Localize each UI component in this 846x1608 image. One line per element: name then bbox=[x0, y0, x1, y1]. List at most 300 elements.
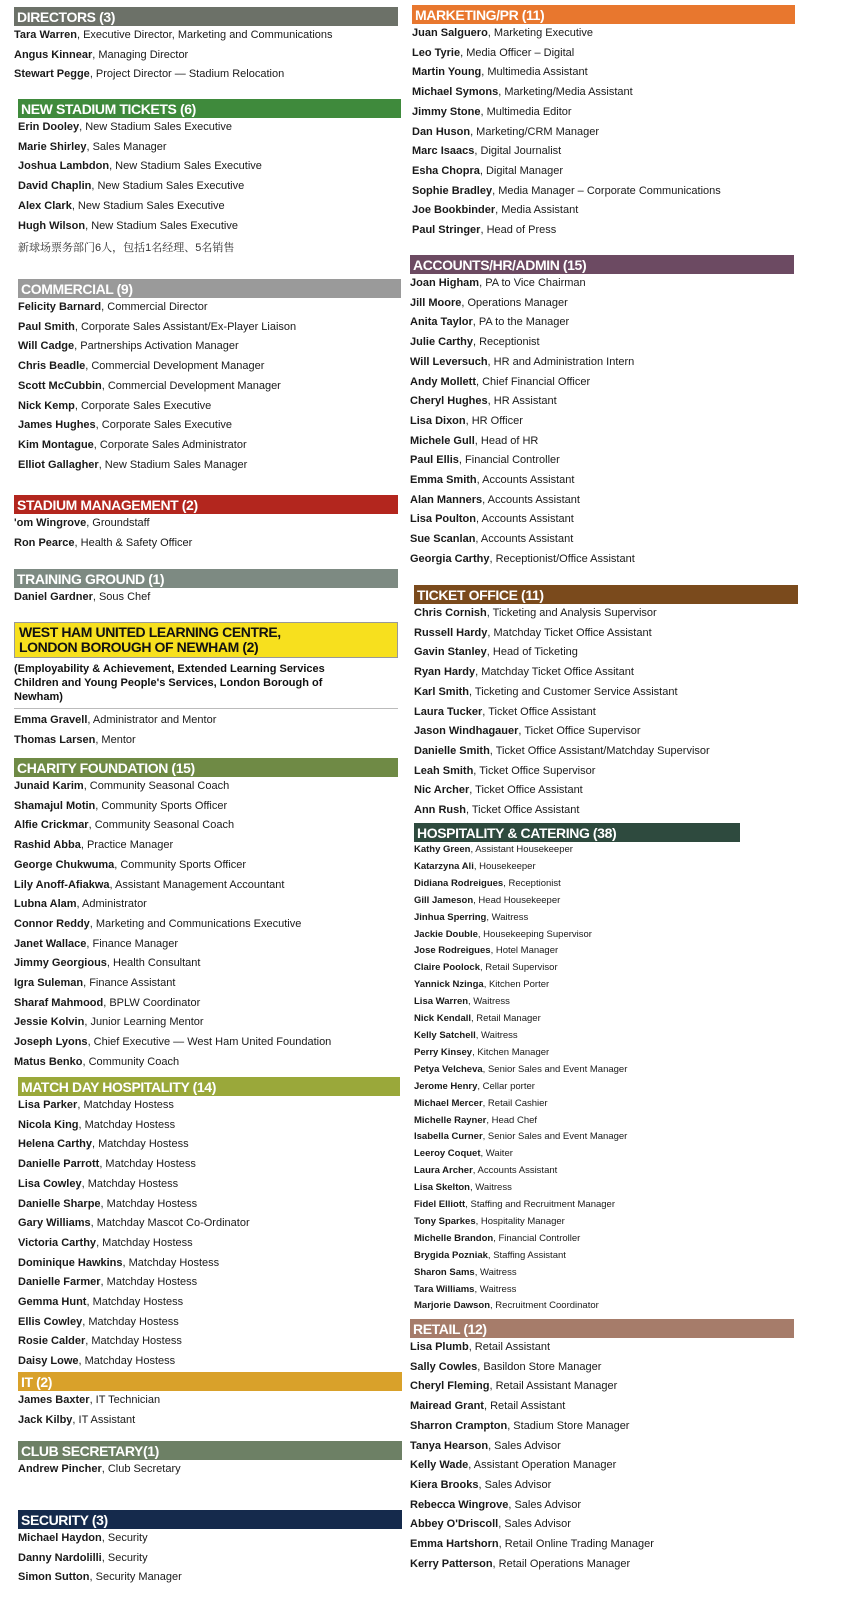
staff-row bbox=[414, 1079, 740, 1096]
staff-role: , Chief Executive — West Ham United Foundation bbox=[87, 1036, 332, 1049]
staff-row bbox=[410, 373, 794, 393]
staff-row bbox=[18, 1096, 400, 1116]
staff-role: , Head Chef bbox=[486, 1114, 538, 1126]
staff-row bbox=[410, 353, 794, 373]
staff-row bbox=[18, 157, 401, 177]
staff-row bbox=[410, 1535, 794, 1555]
staff-role: , Sales Manager bbox=[86, 140, 167, 153]
staff-role: , Hotel Manager bbox=[490, 945, 559, 957]
staff-role: , Matchday Mascot Co-Ordinator bbox=[90, 1217, 250, 1230]
staff-name: Rosie Calder bbox=[18, 1335, 86, 1348]
staff-role: , Digital Journalist bbox=[474, 145, 562, 158]
staff-row bbox=[410, 432, 794, 452]
staff-role: , Media Officer – Digital bbox=[460, 46, 575, 59]
staff-name: Sharaf Mahmood bbox=[14, 996, 104, 1009]
staff-name: Leah Smith bbox=[414, 764, 474, 777]
staff-row bbox=[414, 722, 798, 742]
staff-row bbox=[14, 777, 398, 797]
staff-name: Joe Bookbinder bbox=[412, 204, 496, 217]
staff-name: Gill Jameson bbox=[414, 894, 474, 906]
staff-name: Victoria Carthy bbox=[18, 1236, 97, 1249]
staff-role: , Security bbox=[101, 1532, 148, 1544]
staff-role: , Corporate Sales Administrator bbox=[93, 438, 247, 451]
staff-name: Jerome Henry bbox=[414, 1080, 478, 1092]
staff-name: Dan Huson bbox=[412, 125, 471, 138]
staff-name: Jack Kilby bbox=[18, 1413, 73, 1426]
staff-name: Sue Scanlan bbox=[410, 533, 476, 546]
staff-name: Janet Wallace bbox=[14, 937, 87, 950]
staff-role: , Head of Ticketing bbox=[486, 646, 578, 659]
staff-role: , Financial Controller bbox=[458, 454, 560, 467]
staff-row bbox=[14, 915, 398, 935]
staff-role: , Media Manager – Corporate Communications bbox=[492, 184, 721, 197]
section-header-ticket_office: TICKET OFFICE (11) bbox=[414, 585, 798, 604]
staff-name: Ann Rush bbox=[414, 804, 466, 817]
staff-name: Sharon Sams bbox=[414, 1266, 475, 1278]
staff-name: Joan Higham bbox=[410, 277, 480, 289]
staff-name: Laura Tucker bbox=[414, 705, 483, 718]
staff-role: , Accounts Assistant bbox=[475, 533, 574, 546]
staff-row bbox=[18, 337, 401, 357]
staff-name: Kim Montague bbox=[18, 438, 94, 451]
staff-name: Helena Carthy bbox=[18, 1138, 92, 1151]
staff-row bbox=[18, 456, 401, 476]
staff-row bbox=[414, 927, 740, 944]
staff-name: Cheryl Hughes bbox=[410, 395, 488, 408]
staff-row bbox=[412, 142, 795, 162]
staff-role: , Matchday Hostess bbox=[122, 1256, 220, 1269]
staff-row bbox=[414, 1146, 740, 1163]
staff-row bbox=[414, 876, 740, 893]
staff-row bbox=[414, 1096, 740, 1113]
staff-name: Leeroy Coquet bbox=[414, 1148, 481, 1160]
staff-role: , Administrator and Mentor bbox=[87, 714, 217, 726]
staff-name: Julie Carthy bbox=[410, 336, 473, 349]
staff-role: , HR and Administration Intern bbox=[487, 355, 635, 368]
staff-role: , Commercial Director bbox=[101, 301, 208, 313]
learning-centre-header bbox=[14, 622, 398, 658]
staff-row bbox=[18, 1391, 402, 1411]
staff-row bbox=[18, 197, 401, 217]
staff-row bbox=[14, 954, 398, 974]
staff-name: Karl Smith bbox=[414, 685, 470, 698]
staff-role: , Marketing/Media Assistant bbox=[498, 86, 633, 99]
staff-role: , Marketing Executive bbox=[487, 27, 593, 39]
staff-role: , Commercial Development Manager bbox=[101, 379, 281, 392]
staff-role: , Managing Director bbox=[92, 48, 189, 61]
staff-role: , Finance Assistant bbox=[83, 977, 176, 990]
staff-row bbox=[14, 895, 398, 915]
staff-name: Anita Taylor bbox=[410, 316, 473, 329]
staff-role: , Waitress bbox=[469, 1182, 512, 1194]
staff-name: George Chukwuma bbox=[14, 858, 115, 871]
staff-row bbox=[410, 1555, 794, 1575]
staff-row bbox=[14, 816, 398, 836]
staff-name: Nick Kendall bbox=[414, 1013, 472, 1025]
staff-name: Lisa Poulton bbox=[410, 513, 476, 526]
staff-row bbox=[412, 83, 795, 103]
learning-sub-line2: Children and Young People's Services, London Borough of bbox=[14, 677, 323, 689]
staff-row bbox=[410, 392, 794, 412]
staff-role: , Sous Chef bbox=[92, 591, 151, 603]
staff-name: Marc Isaacs bbox=[412, 145, 475, 158]
staff-role: , Housekeeper bbox=[473, 860, 536, 872]
staff-role: , New Stadium Sales Executive bbox=[109, 160, 262, 173]
staff-role: , Ticket Office Assistant bbox=[465, 804, 580, 817]
staff-row bbox=[18, 357, 401, 377]
staff-role: , Hospitality Manager bbox=[475, 1215, 565, 1227]
staff-role: , Health Consultant bbox=[106, 957, 201, 970]
learning-sub-line1: (Employability & Achievement, Extended Learning Services bbox=[14, 663, 325, 675]
staff-name: Jose Rodreigues bbox=[414, 945, 491, 957]
staff-role: , IT Assistant bbox=[72, 1413, 136, 1426]
staff-name: Lisa Warren bbox=[414, 996, 469, 1008]
staff-row bbox=[18, 1293, 400, 1313]
staff-name: Esha Chopra bbox=[412, 164, 480, 177]
staff-name: Tara Williams bbox=[414, 1283, 475, 1295]
staff-row bbox=[414, 1011, 740, 1028]
staff-row bbox=[18, 138, 401, 158]
section-header-stadium_mgmt: STADIUM MANAGEMENT (2) bbox=[14, 495, 398, 514]
staff-role: , Executive Director, Marketing and Communications bbox=[76, 29, 333, 41]
staff-name: Katarzyna Ali bbox=[414, 860, 474, 872]
section-retail bbox=[410, 1319, 794, 1574]
staff-row bbox=[412, 162, 795, 182]
staff-name: Brygida Pozniak bbox=[414, 1249, 488, 1261]
staff-name: Michael Symons bbox=[412, 86, 499, 99]
section-header-commercial: COMMERCIAL (9) bbox=[18, 279, 401, 298]
staff-row bbox=[18, 1313, 400, 1333]
staff-role: , Community Sports Officer bbox=[114, 858, 247, 871]
staff-row bbox=[14, 974, 398, 994]
staff-name: Danielle Farmer bbox=[18, 1276, 101, 1289]
staff-row bbox=[414, 943, 740, 960]
staff-name: Michael Haydon bbox=[18, 1532, 102, 1544]
staff-name: Connor Reddy bbox=[14, 917, 90, 930]
staff-name: Emma Smith bbox=[410, 474, 477, 487]
staff-name: Gary Williams bbox=[18, 1217, 91, 1230]
staff-name: Juan Salguero bbox=[412, 27, 488, 39]
staff-role: , Accounts Assistant bbox=[472, 1165, 558, 1177]
staff-name: Nick Kemp bbox=[18, 399, 75, 412]
staff-row bbox=[414, 663, 798, 683]
staff-role: , Corporate Sales Executive bbox=[95, 419, 233, 432]
staff-role: , Matchday Ticket Office Assistant bbox=[487, 626, 652, 639]
staff-name: Mairead Grant bbox=[410, 1400, 484, 1413]
section-security bbox=[18, 1510, 402, 1588]
staff-row bbox=[14, 1033, 398, 1053]
staff-role: , Ticketing and Analysis Supervisor bbox=[486, 607, 657, 619]
staff-role: , Waitress bbox=[474, 1283, 517, 1295]
staff-row bbox=[412, 221, 795, 241]
staff-role: , Housekeeping Supervisor bbox=[477, 928, 592, 940]
staff-name: James Hughes bbox=[18, 419, 96, 432]
staff-row bbox=[18, 298, 401, 318]
staff-role: , Matchday Hostess bbox=[100, 1276, 198, 1289]
staff-role: , Multimedia Assistant bbox=[481, 66, 588, 79]
staff-role: , Waitress bbox=[475, 1029, 518, 1041]
staff-row bbox=[412, 103, 795, 123]
staff-role: , Waitress bbox=[468, 996, 510, 1008]
staff-row bbox=[410, 1377, 794, 1397]
staff-role: , Kitchen Porter bbox=[483, 979, 550, 991]
staff-name: Tony Sparkes bbox=[414, 1215, 476, 1227]
staff-role: , Financial Controller bbox=[493, 1232, 581, 1244]
staff-name: Danielle Sharpe bbox=[18, 1197, 101, 1210]
staff-role: , Assistant Housekeeper bbox=[470, 844, 573, 855]
staff-name: James Baxter bbox=[18, 1394, 90, 1406]
staff-name: Isabella Curner bbox=[414, 1131, 483, 1143]
staff-name: Abbey O'Driscoll bbox=[410, 1518, 499, 1531]
staff-role: , New Stadium Sales Executive bbox=[91, 180, 245, 193]
staff-name: Dominique Hawkins bbox=[18, 1256, 123, 1269]
staff-role: , Commercial Development Manager bbox=[85, 360, 265, 373]
staff-role: , Retail Supervisor bbox=[480, 962, 558, 974]
staff-role: , Head of Press bbox=[480, 224, 557, 237]
section-directors bbox=[14, 7, 398, 85]
staff-row bbox=[412, 63, 795, 83]
staff-name: Erin Dooley bbox=[18, 121, 80, 133]
divider bbox=[14, 708, 398, 709]
staff-row bbox=[414, 1062, 740, 1079]
staff-row bbox=[18, 177, 401, 197]
staff-row bbox=[414, 1163, 740, 1180]
learning-centre-section bbox=[14, 622, 398, 750]
staff-row bbox=[414, 801, 798, 821]
section-ticket_office bbox=[414, 585, 798, 821]
staff-role: , Head Housekeeper bbox=[473, 894, 561, 906]
staff-name: Igra Suleman bbox=[14, 977, 84, 990]
staff-row bbox=[14, 935, 398, 955]
staff-row bbox=[412, 24, 795, 44]
staff-row bbox=[410, 1338, 794, 1358]
staff-row bbox=[414, 893, 740, 910]
section-header-it: IT (2) bbox=[18, 1372, 402, 1391]
staff-name: Paul Ellis bbox=[410, 454, 459, 467]
staff-row bbox=[414, 842, 740, 859]
staff-role: , Media Assistant bbox=[495, 204, 579, 217]
staff-row bbox=[18, 377, 401, 397]
staff-name: Andrew Pincher bbox=[18, 1463, 102, 1475]
staff-row bbox=[14, 836, 398, 856]
staff-role: , Senior Sales and Event Manager bbox=[482, 1063, 628, 1075]
staff-role: , Receptionist/Office Assistant bbox=[489, 552, 635, 565]
staff-role: , Matchday Hostess bbox=[86, 1296, 184, 1309]
staff-row bbox=[412, 123, 795, 143]
staff-row bbox=[14, 26, 398, 46]
staff-row bbox=[18, 416, 401, 436]
staff-row bbox=[414, 1113, 740, 1130]
staff-name: Gavin Stanley bbox=[414, 646, 487, 659]
staff-row bbox=[410, 1476, 794, 1496]
staff-role: , Waitress bbox=[486, 911, 529, 923]
staff-row bbox=[14, 797, 398, 817]
staff-role: , Sales Advisor bbox=[488, 1439, 561, 1452]
staff-name: Chris Beadle bbox=[18, 360, 86, 373]
staff-name: Daisy Lowe bbox=[18, 1355, 79, 1368]
staff-row bbox=[18, 318, 401, 338]
staff-name: Simon Sutton bbox=[18, 1571, 90, 1584]
staff-name: Matus Benko bbox=[14, 1055, 83, 1068]
staff-row bbox=[18, 397, 401, 417]
staff-role: , Ticket Office Assistant/Matchday Supervisor bbox=[489, 744, 710, 757]
staff-name: Emma Hartshorn bbox=[410, 1538, 499, 1551]
staff-name: Danny Nardolilli bbox=[18, 1551, 102, 1564]
staff-row bbox=[14, 1053, 398, 1073]
staff-name: Michelle Rayner bbox=[414, 1114, 487, 1126]
staff-row bbox=[414, 977, 740, 994]
staff-name: Yannick Nzinga bbox=[414, 979, 484, 991]
staff-role: , Corporate Sales Assistant/Ex-Player Liaison bbox=[74, 320, 297, 333]
section-header-retail: RETAIL (12) bbox=[410, 1319, 794, 1338]
learning-centre-subtitle bbox=[14, 662, 398, 704]
staff-row bbox=[410, 491, 794, 511]
staff-row bbox=[18, 1214, 400, 1234]
staff-row bbox=[410, 1417, 794, 1437]
staff-role: , New Stadium Sales Manager bbox=[98, 458, 248, 471]
staff-role: , Sales Advisor bbox=[508, 1498, 582, 1511]
staff-row bbox=[410, 530, 794, 550]
staff-row bbox=[414, 1282, 740, 1299]
staff-name: Michelle Brandon bbox=[414, 1232, 494, 1244]
staff-name: Stewart Pegge bbox=[14, 68, 90, 81]
staff-name: Alex Clark bbox=[18, 199, 72, 212]
staff-role: , Marketing and Communications Executive bbox=[89, 917, 302, 930]
staff-role: , Waitress bbox=[474, 1266, 517, 1278]
staff-role: , Accounts Assistant bbox=[476, 474, 575, 487]
staff-row bbox=[412, 182, 795, 202]
staff-name: Joshua Lambdon bbox=[18, 160, 110, 173]
learning-centre-title-line2: LONDON BOROUGH OF NEWHAM (2) bbox=[19, 639, 259, 655]
section-header-security: SECURITY (3) bbox=[18, 1510, 402, 1529]
staff-name: Joseph Lyons bbox=[14, 1036, 88, 1049]
staff-row bbox=[14, 711, 398, 731]
section-hospitality bbox=[414, 823, 740, 1315]
staff-row bbox=[14, 534, 398, 554]
staff-name: Ryan Hardy bbox=[414, 666, 476, 679]
staff-row bbox=[18, 436, 401, 456]
staff-row bbox=[410, 1358, 794, 1378]
staff-role: , Ticket Office Assistant bbox=[469, 784, 583, 797]
staff-role: , Matchday Hostess bbox=[78, 1355, 176, 1368]
section-note: 新球场票务部门6人，包括1名经理、5名销售 bbox=[18, 242, 235, 255]
staff-role: , Retail Operations Manager bbox=[492, 1557, 631, 1570]
staff-row bbox=[414, 643, 798, 663]
staff-role: , Matchday Hostess bbox=[100, 1197, 198, 1210]
staff-name: Jimmy Stone bbox=[412, 105, 481, 118]
staff-row bbox=[414, 1214, 740, 1231]
staff-row bbox=[414, 703, 798, 723]
staff-row bbox=[410, 451, 794, 471]
staff-row bbox=[414, 960, 740, 977]
staff-name: Lisa Parker bbox=[18, 1099, 78, 1111]
staff-role: , Assistant Management Accountant bbox=[109, 878, 285, 891]
staff-role: , Matchday Hostess bbox=[78, 1118, 176, 1131]
staff-role: , Receptionist bbox=[503, 877, 561, 889]
staff-row bbox=[14, 731, 398, 751]
staff-name: Kelly Satchell bbox=[414, 1029, 476, 1041]
staff-role: , Chief Financial Officer bbox=[476, 375, 591, 388]
staff-role: , Receptionist bbox=[472, 336, 540, 349]
staff-name: Lisa Cowley bbox=[18, 1177, 82, 1190]
staff-role: , Ticket Office Assistant bbox=[482, 705, 596, 718]
section-charity bbox=[14, 758, 398, 1073]
staff-role: , Sales Advisor bbox=[478, 1478, 552, 1491]
section-header-club_sec: CLUB SECRETARY(1) bbox=[18, 1441, 402, 1460]
staff-role: , Matchday Hostess bbox=[82, 1315, 179, 1328]
staff-row bbox=[414, 1129, 740, 1146]
staff-role: , Practice Manager bbox=[80, 839, 174, 852]
staff-row bbox=[18, 1135, 400, 1155]
staff-role: , Mentor bbox=[95, 733, 136, 746]
staff-name: Junaid Karim bbox=[14, 780, 84, 792]
staff-role: , IT Technician bbox=[89, 1394, 161, 1406]
staff-role: , Digital Manager bbox=[479, 164, 564, 177]
staff-name: Sophie Bradley bbox=[412, 184, 493, 197]
staff-name: Danielle Parrott bbox=[18, 1158, 100, 1171]
staff-row bbox=[18, 1460, 402, 1480]
staff-row bbox=[410, 1397, 794, 1417]
staff-row bbox=[18, 1195, 400, 1215]
staff-name: Paul Stringer bbox=[412, 224, 481, 237]
staff-row bbox=[18, 1175, 400, 1195]
staff-row bbox=[414, 994, 740, 1011]
staff-row bbox=[18, 1411, 402, 1431]
staff-role: , Security Manager bbox=[89, 1571, 182, 1584]
staff-row bbox=[410, 1515, 794, 1535]
section-commercial bbox=[18, 279, 401, 475]
staff-row bbox=[18, 1116, 400, 1136]
staff-name: Danielle Smith bbox=[414, 744, 490, 757]
staff-name: Russell Hardy bbox=[414, 626, 488, 639]
staff-row bbox=[414, 1028, 740, 1045]
learning-centre-title-line1: WEST HAM UNITED LEARNING CENTRE, bbox=[19, 624, 281, 640]
staff-row bbox=[14, 588, 398, 608]
staff-name: Kiera Brooks bbox=[410, 1478, 479, 1491]
staff-role: , Partnerships Activation Manager bbox=[74, 340, 239, 353]
staff-row bbox=[14, 46, 398, 66]
staff-name: Jill Moore bbox=[410, 296, 462, 309]
section-accounts bbox=[410, 255, 794, 570]
staff-name: Ellis Cowley bbox=[18, 1315, 83, 1328]
staff-name: Alfie Crickmar bbox=[14, 819, 89, 832]
section-header-matchday: MATCH DAY HOSPITALITY (14) bbox=[18, 1077, 400, 1096]
staff-row bbox=[414, 1197, 740, 1214]
staff-role: , Ticketing and Customer Service Assistant bbox=[469, 685, 678, 698]
staff-role: , Head of HR bbox=[474, 434, 539, 447]
staff-row bbox=[14, 856, 398, 876]
staff-role: , Retail Assistant bbox=[468, 1341, 551, 1353]
staff-row bbox=[18, 1273, 400, 1293]
staff-row bbox=[414, 1265, 740, 1282]
staff-row bbox=[410, 274, 794, 294]
section-header-hospitality: HOSPITALITY & CATERING (38) bbox=[414, 823, 740, 842]
staff-name: Marjorie Dawson bbox=[414, 1300, 491, 1312]
staff-role: , Basildon Store Manager bbox=[477, 1360, 602, 1373]
staff-name: Gemma Hunt bbox=[18, 1296, 87, 1309]
staff-row bbox=[14, 514, 398, 534]
staff-row bbox=[14, 876, 398, 896]
staff-name: Lisa Dixon bbox=[410, 414, 466, 427]
staff-role: , Retail Assistant bbox=[483, 1400, 566, 1413]
staff-role: , Assistant Operation Manager bbox=[468, 1459, 617, 1472]
staff-role: , Corporate Sales Executive bbox=[74, 399, 212, 412]
staff-row bbox=[414, 1180, 740, 1197]
staff-role: , Administrator bbox=[76, 898, 147, 911]
staff-role: , Cellar porter bbox=[477, 1080, 535, 1092]
staff-role: , Retail Manager bbox=[471, 1013, 541, 1025]
staff-name: Laura Archer bbox=[414, 1165, 473, 1177]
